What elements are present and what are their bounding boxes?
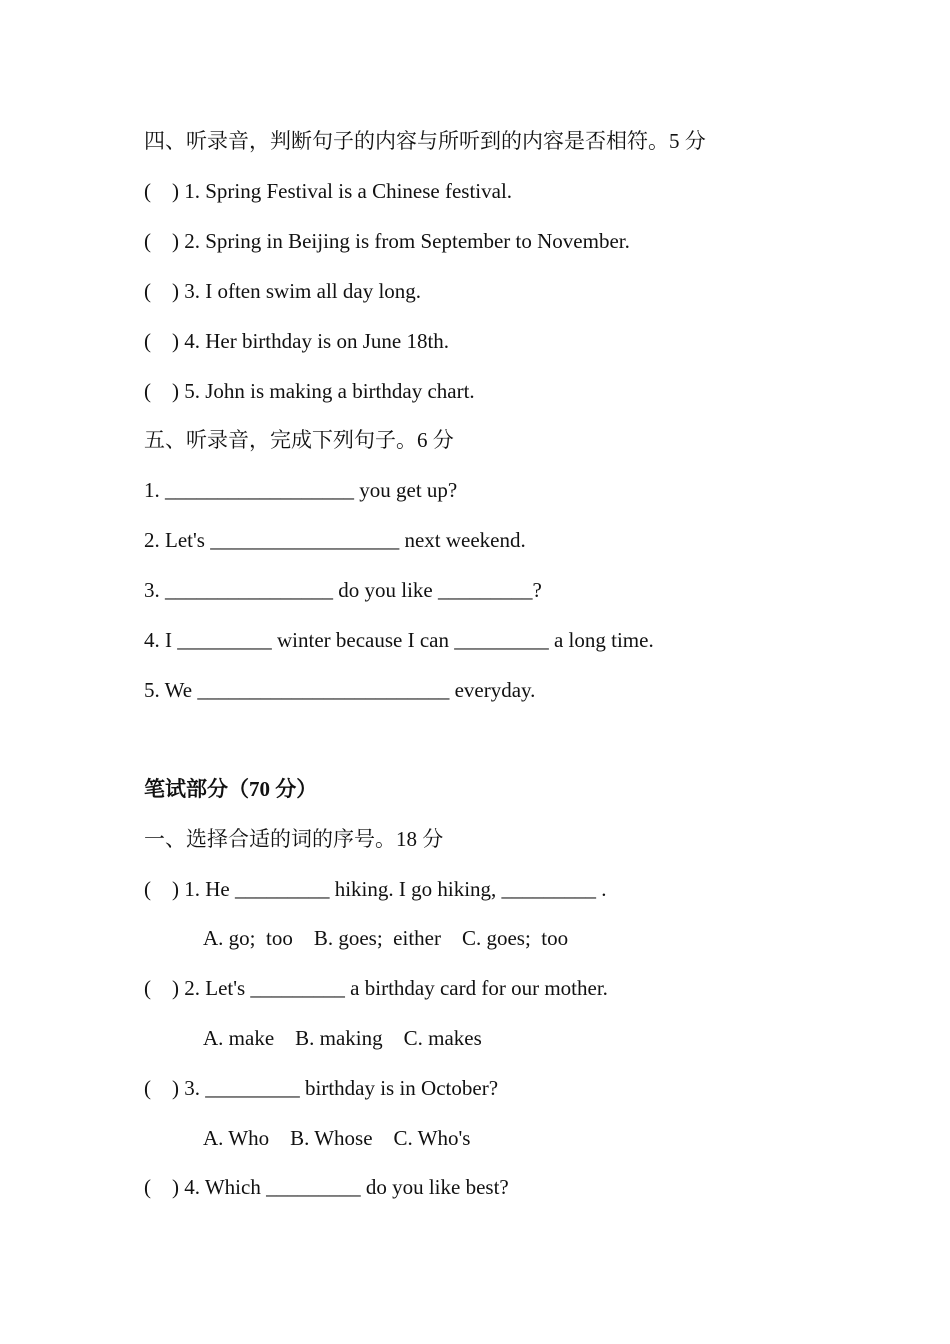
choice-question-2: ( ) 2. Let's _________ a birthday card for our mother. <box>144 976 608 1000</box>
fill-item-3: 3. ________________ do you like _________? <box>144 578 542 602</box>
choice-question-1: ( ) 1. He _________ hiking. I go hiking, _________ . <box>144 877 607 901</box>
part-1-heading: 一、选择合适的词的序号。18 分 <box>144 827 444 851</box>
fill-item-5: 5. We ________________________ everyday. <box>144 678 536 702</box>
judge-item-5: ( ) 5. John is making a birthday chart. <box>144 379 475 403</box>
fill-item-1: 1. __________________ you get up? <box>144 478 458 502</box>
fill-item-4: 4. I _________ winter because I can _________ a long time. <box>144 628 654 652</box>
judge-item-1: ( ) 1. Spring Festival is a Chinese festival. <box>144 179 513 203</box>
judge-item-2: ( ) 2. Spring in Beijing is from September to November. <box>144 229 630 253</box>
section-5-heading: 五、听录音，完成下列句子。6 分 <box>144 428 454 452</box>
choice-question-3: ( ) 3. _________ birthday is in October? <box>144 1076 499 1100</box>
section-4-heading: 四、听录音，判断句子的内容与所听到的内容是否相符。5 分 <box>144 129 706 153</box>
written-section-heading: 笔试部分（70 分） <box>144 777 318 801</box>
judge-item-3: ( ) 3. I often swim all day long. <box>144 279 422 303</box>
choice-options-3: A. Who B. Whose C. Who's <box>203 1126 471 1150</box>
choice-options-1: A. go; too B. goes; either C. goes; too <box>203 926 569 950</box>
judge-item-4: ( ) 4. Her birthday is on June 18th. <box>144 329 450 353</box>
fill-item-2: 2. Let's __________________ next weekend. <box>144 528 526 552</box>
choice-question-4: ( ) 4. Which _________ do you like best? <box>144 1175 509 1199</box>
choice-options-2: A. make B. making C. makes <box>203 1026 482 1050</box>
